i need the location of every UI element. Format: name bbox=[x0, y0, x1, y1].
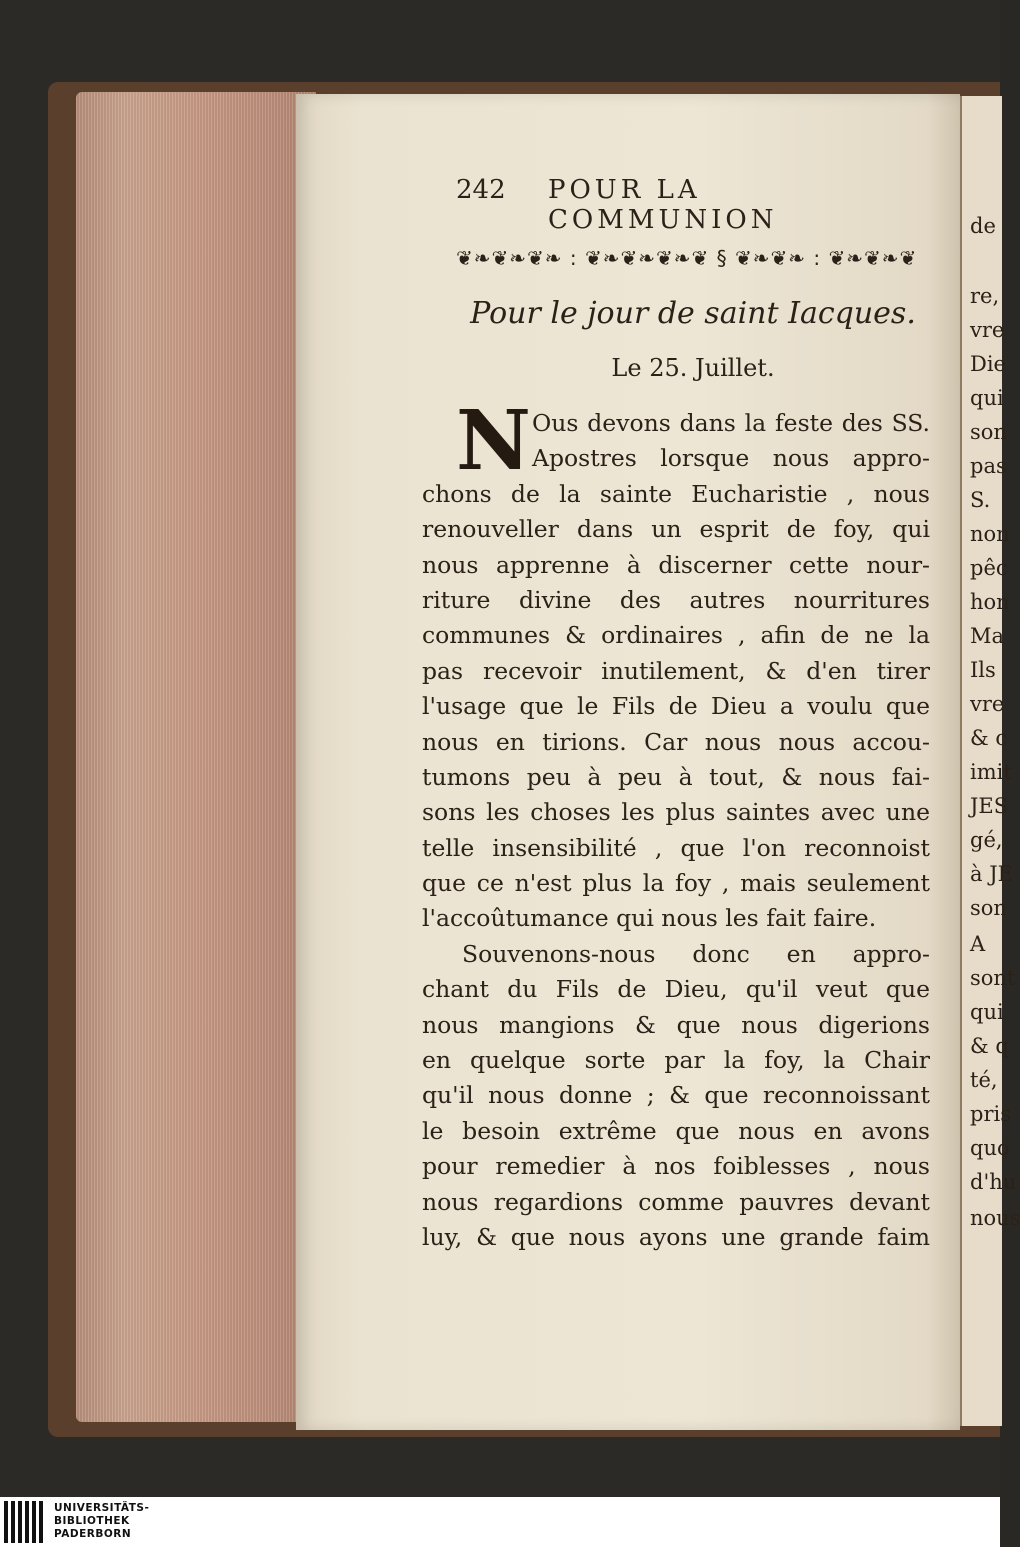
facing-page-fragment: pêc bbox=[970, 556, 1008, 580]
facing-page-fragment: qui bbox=[970, 1000, 1004, 1024]
body-text bbox=[422, 393, 930, 1255]
facing-page-fragment: S. bbox=[970, 488, 991, 512]
text-line: nous regardions comme pauvres devant bbox=[422, 1187, 930, 1216]
text-line: riture divine des autres nourritures bbox=[422, 585, 930, 614]
facing-page-fragment: & c bbox=[970, 726, 1008, 750]
facing-page-fragment: quo bbox=[970, 1136, 1010, 1160]
chapter-date: Le 25. Juillet. bbox=[611, 354, 775, 382]
running-head: POUR LA COMMUNION bbox=[548, 175, 778, 235]
facing-page-fragment: JES bbox=[970, 794, 1009, 818]
text-line: Apostres lorsque nous appro- bbox=[532, 444, 930, 473]
text-line: Souvenons-nous donc en appro- bbox=[462, 939, 930, 968]
facing-page-edge bbox=[960, 96, 1020, 1426]
text-line: tumons peu à peu à tout, & nous fai- bbox=[422, 762, 930, 791]
library-name-line3: PADERBORN bbox=[54, 1528, 132, 1540]
text-line: nous mangions & que nous digerions bbox=[422, 1010, 930, 1039]
facing-page-fragment: pris bbox=[970, 1102, 1011, 1126]
facing-page-fragment: hon bbox=[970, 590, 1010, 614]
facing-page-fragment: son bbox=[970, 896, 1007, 920]
facing-page-fragment: imit bbox=[970, 760, 1012, 784]
text-line: sons les choses les plus saintes avec une bbox=[422, 798, 930, 827]
facing-page-fragment: sont bbox=[970, 966, 1016, 990]
facing-page-fragment: son bbox=[970, 420, 1007, 444]
text-line: telle insensibilité , que l'on reconnoist bbox=[422, 833, 930, 862]
facing-page-fragment: re, bbox=[970, 284, 1000, 308]
text-line: communes & ordinaires , afin de ne la bbox=[422, 621, 930, 650]
facing-page-fragment: vre bbox=[970, 318, 1005, 342]
library-footer bbox=[0, 1497, 1000, 1547]
text-line: nous apprenne à discerner cette nour- bbox=[422, 550, 930, 579]
text-line: pas recevoir inutilement, & d'en tirer bbox=[422, 656, 930, 685]
library-name-line1: UNIVERSITÄTS- bbox=[54, 1502, 150, 1514]
page-edges bbox=[76, 92, 316, 1422]
facing-page-fragment: pas bbox=[970, 454, 1007, 478]
facing-page-fragment: té, bbox=[970, 1068, 998, 1092]
library-name-line2: BIBLIOTHEK bbox=[54, 1515, 130, 1527]
text-line: l'accoûtumance qui nous les fait faire. bbox=[422, 904, 877, 933]
text-line: chant du Fils de Dieu, qu'il veut que bbox=[422, 975, 930, 1004]
facing-page-fragment: de bbox=[970, 214, 996, 238]
text-line: que ce n'est plus la foy , mais seulement bbox=[422, 869, 930, 898]
text-line: renouveller dans un esprit de foy, qui bbox=[422, 515, 930, 544]
library-name bbox=[54, 1502, 149, 1541]
page-header bbox=[456, 175, 926, 235]
text-line: luy, & que nous ayons une grande faim bbox=[422, 1222, 930, 1251]
library-logo-icon bbox=[4, 1501, 48, 1543]
facing-page-fragment: nous bbox=[970, 1206, 1020, 1230]
facing-page-fragment: gé, bbox=[970, 828, 1003, 852]
facing-page-fragment: à JE bbox=[970, 862, 1013, 886]
text-line: Ous devons dans la feste des SS. bbox=[532, 409, 930, 437]
drop-cap: N bbox=[456, 393, 531, 489]
ornament-band: ❦❧❦❧❦❧ : ❦❧❦❧❦❧❦ § ❦❧❦❧ : ❦❧❦❧❦ bbox=[456, 246, 918, 270]
facing-page-fragment: A bbox=[970, 932, 986, 956]
text-line: pour remedier à nos foiblesses , nous bbox=[422, 1152, 930, 1181]
text-line: chons de la sainte Eucharistie , nous bbox=[422, 479, 930, 508]
facing-page-fragment: Ils bbox=[970, 658, 996, 682]
chapter-title: Pour le jour de saint Iacques. bbox=[470, 296, 916, 331]
text-line: nous en tirions. Car nous nous accou- bbox=[422, 727, 930, 756]
facing-page-fragment: Ma bbox=[970, 624, 1005, 648]
text-line: l'usage que le Fils de Dieu a voulu que bbox=[422, 692, 930, 721]
text-line: en quelque sorte par la foy, la Chair bbox=[422, 1046, 930, 1075]
text-line: le besoin extrême que nous en avons bbox=[422, 1116, 930, 1145]
facing-page-fragment: qui bbox=[970, 386, 1004, 410]
facing-page-fragment: vre bbox=[970, 692, 1005, 716]
text-line: qu'il nous donne ; & que reconnoissant bbox=[422, 1081, 930, 1110]
facing-page-fragment: & q bbox=[970, 1034, 1009, 1058]
facing-page-fragment: Die bbox=[970, 352, 1006, 376]
facing-page-fragment: non bbox=[970, 522, 1010, 546]
page-number: 242 bbox=[456, 175, 506, 205]
facing-page-fragment: d'hu bbox=[970, 1170, 1017, 1194]
